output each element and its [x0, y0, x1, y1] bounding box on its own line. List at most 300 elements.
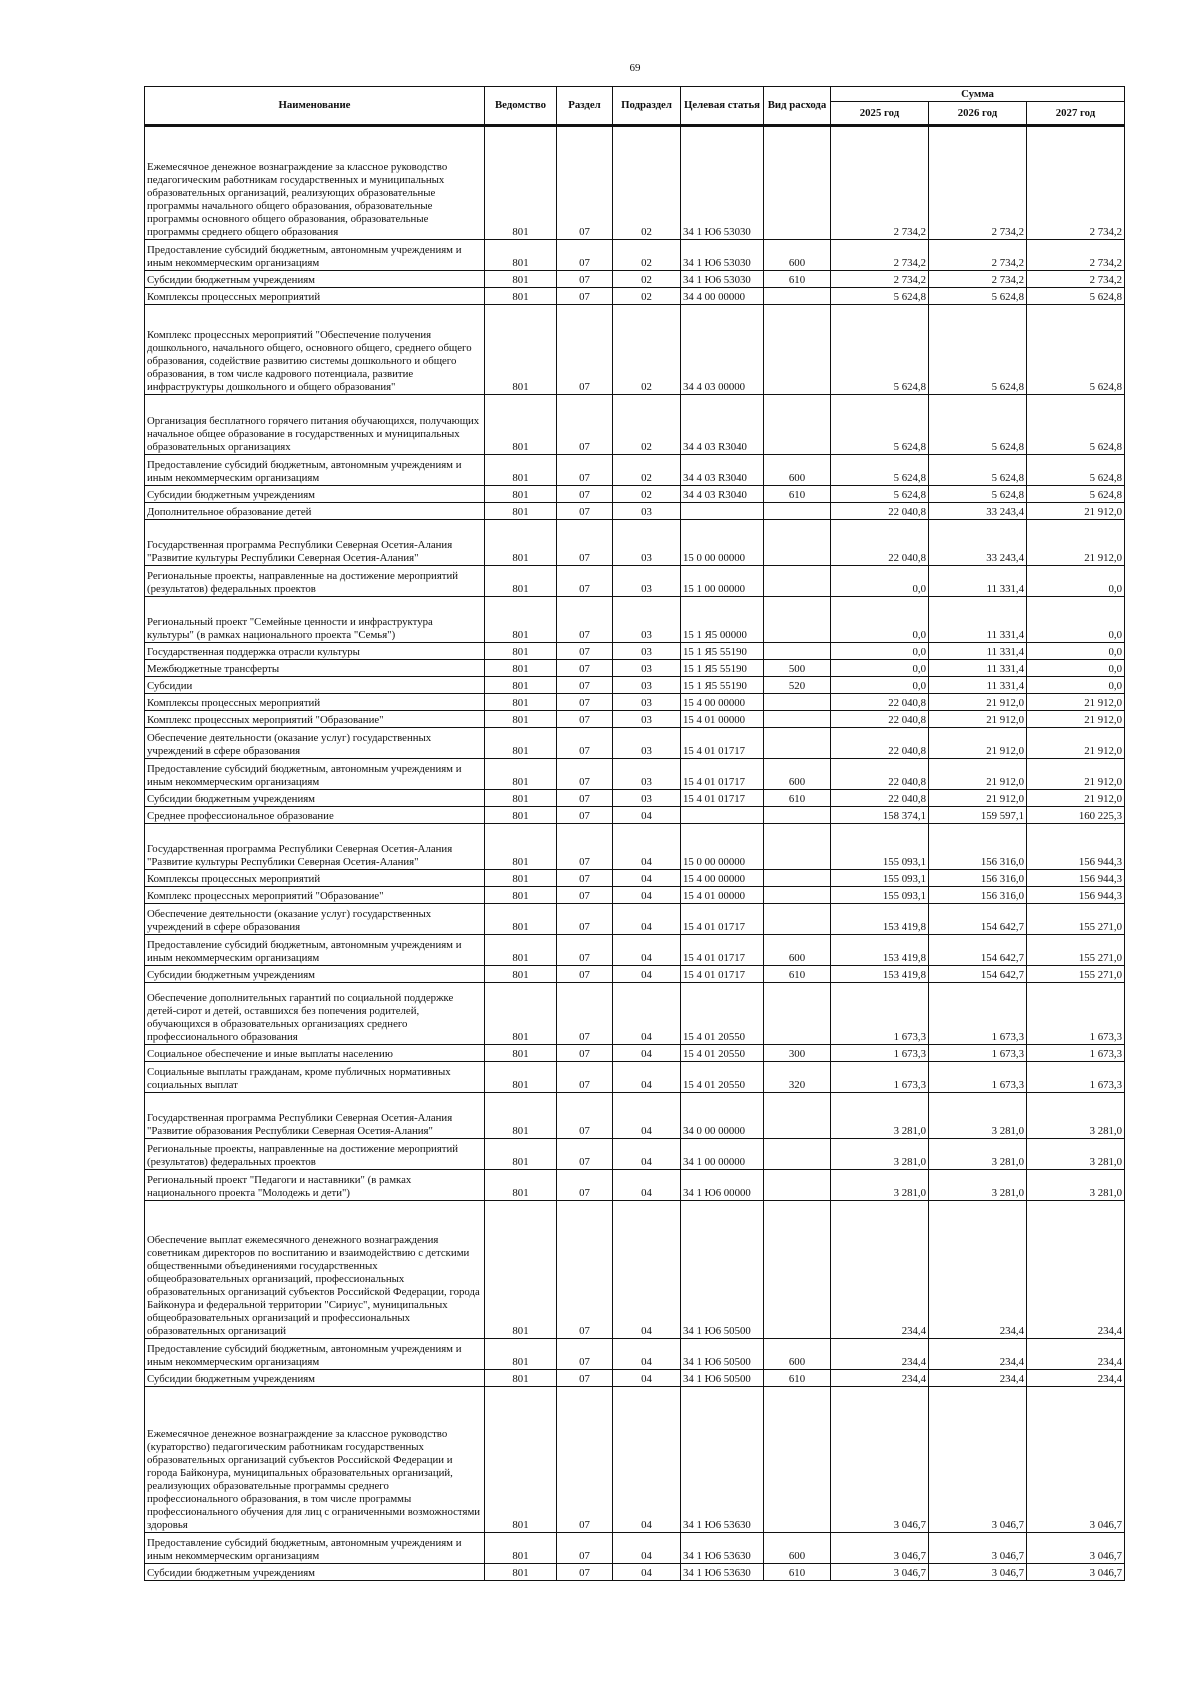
row-expense-type	[764, 597, 831, 643]
row-target-article	[681, 807, 764, 824]
row-sum-2025: 3 046,7	[831, 1564, 929, 1581]
row-podrazdel: 03	[613, 790, 681, 807]
row-podrazdel: 04	[613, 870, 681, 887]
row-expense-type	[764, 1093, 831, 1139]
row-sum-2027: 2 734,2	[1027, 240, 1125, 271]
header-vedomstvo: Ведомство	[485, 87, 557, 126]
table-row	[145, 694, 1125, 711]
row-sum-2027: 3 046,7	[1027, 1564, 1125, 1581]
row-target-article: 15 4 01 01717	[681, 966, 764, 983]
table-row	[145, 711, 1125, 728]
row-podrazdel: 04	[613, 1387, 681, 1533]
row-target-article: 15 0 00 00000	[681, 520, 764, 566]
row-podrazdel: 04	[613, 824, 681, 870]
row-podrazdel: 04	[613, 1045, 681, 1062]
row-razdel: 07	[557, 1062, 613, 1093]
table-row	[145, 455, 1125, 486]
row-name: Субсидии	[145, 677, 485, 694]
row-sum-2025: 234,4	[831, 1201, 929, 1339]
table-row	[145, 1201, 1125, 1339]
header-sum: Сумма	[831, 87, 1125, 102]
row-sum-2026: 11 331,4	[929, 597, 1027, 643]
row-name: Комплекс процессных мероприятий "Образование"	[145, 711, 485, 728]
row-sum-2025: 22 040,8	[831, 711, 929, 728]
row-sum-2025: 5 624,8	[831, 288, 929, 305]
row-expense-type	[764, 566, 831, 597]
page-number: 69	[629, 62, 641, 74]
row-podrazdel: 03	[613, 660, 681, 677]
row-sum-2025: 155 093,1	[831, 887, 929, 904]
row-podrazdel: 03	[613, 677, 681, 694]
row-sum-2025: 3 046,7	[831, 1387, 929, 1533]
row-podrazdel: 04	[613, 1339, 681, 1370]
row-razdel: 07	[557, 395, 613, 455]
row-target-article: 34 4 03 R3040	[681, 395, 764, 455]
row-sum-2026: 5 624,8	[929, 288, 1027, 305]
table-row	[145, 1062, 1125, 1093]
row-sum-2027: 0,0	[1027, 597, 1125, 643]
row-target-article: 34 4 00 00000	[681, 288, 764, 305]
row-name: Среднее профессиональное образование	[145, 807, 485, 824]
table-header	[145, 87, 1125, 126]
row-vedomstvo: 801	[485, 305, 557, 395]
row-sum-2025: 0,0	[831, 660, 929, 677]
row-sum-2027: 5 624,8	[1027, 395, 1125, 455]
row-sum-2026: 159 597,1	[929, 807, 1027, 824]
row-podrazdel: 04	[613, 1370, 681, 1387]
row-sum-2027: 5 624,8	[1027, 305, 1125, 395]
row-vedomstvo: 801	[485, 597, 557, 643]
row-name: Государственная программа Республики Северная Осетия-Алания "Развитие культуры Республики Северная Осетия-Алания"	[145, 824, 485, 870]
row-name: Комплекс процессных мероприятий "Обеспечение получения дошкольного, начального общего, основного общего, среднего общего образования, содействие развитию системы дошкольного и общего образования, в том числе кадрового потенциала, развитие инфраструктуры дошкольного и общего образования"	[145, 305, 485, 395]
row-name: Социальные выплаты гражданам, кроме публичных нормативных социальных выплат	[145, 1062, 485, 1093]
row-sum-2027: 5 624,8	[1027, 288, 1125, 305]
table-row	[145, 503, 1125, 520]
row-sum-2027: 1 673,3	[1027, 1062, 1125, 1093]
row-vedomstvo: 801	[485, 966, 557, 983]
row-expense-type	[764, 1170, 831, 1201]
row-razdel: 07	[557, 1139, 613, 1170]
row-sum-2026: 5 624,8	[929, 395, 1027, 455]
row-vedomstvo: 801	[485, 1045, 557, 1062]
table-row	[145, 1170, 1125, 1201]
row-podrazdel: 04	[613, 1062, 681, 1093]
row-expense-type: 600	[764, 1533, 831, 1564]
table-row	[145, 935, 1125, 966]
table-row	[145, 1045, 1125, 1062]
row-sum-2027: 1 673,3	[1027, 1045, 1125, 1062]
row-podrazdel: 03	[613, 759, 681, 790]
header-year-2027: 2027 год	[1027, 102, 1125, 126]
row-razdel: 07	[557, 1093, 613, 1139]
row-sum-2026: 3 046,7	[929, 1387, 1027, 1533]
row-sum-2027: 21 912,0	[1027, 728, 1125, 759]
table-row	[145, 1533, 1125, 1564]
table-row	[145, 1370, 1125, 1387]
row-expense-type	[764, 643, 831, 660]
row-razdel: 07	[557, 983, 613, 1045]
row-sum-2025: 5 624,8	[831, 305, 929, 395]
row-podrazdel: 03	[613, 520, 681, 566]
row-podrazdel: 03	[613, 566, 681, 597]
row-name: Региональный проект "Семейные ценности и инфраструктура культуры" (в рамках национального проекта "Семья")	[145, 597, 485, 643]
row-expense-type	[764, 711, 831, 728]
row-expense-type	[764, 305, 831, 395]
table-row	[145, 1093, 1125, 1139]
row-razdel: 07	[557, 694, 613, 711]
row-razdel: 07	[557, 677, 613, 694]
row-vedomstvo: 801	[485, 1201, 557, 1339]
row-podrazdel: 04	[613, 1093, 681, 1139]
row-sum-2026: 156 316,0	[929, 887, 1027, 904]
row-sum-2026: 2 734,2	[929, 240, 1027, 271]
row-expense-type: 610	[764, 486, 831, 503]
row-name: Дополнительное образование детей	[145, 503, 485, 520]
row-expense-type	[764, 728, 831, 759]
row-sum-2027: 0,0	[1027, 660, 1125, 677]
row-expense-type: 600	[764, 455, 831, 486]
row-vedomstvo: 801	[485, 1170, 557, 1201]
row-vedomstvo: 801	[485, 503, 557, 520]
row-name: Региональные проекты, направленные на достижение мероприятий (результатов) федеральных проектов	[145, 566, 485, 597]
row-expense-type	[764, 1139, 831, 1170]
row-sum-2026: 21 912,0	[929, 728, 1027, 759]
table-row	[145, 1564, 1125, 1581]
row-razdel: 07	[557, 966, 613, 983]
row-target-article: 34 1 Ю6 53630	[681, 1564, 764, 1581]
row-target-article: 15 1 Я5 55190	[681, 643, 764, 660]
table-row	[145, 870, 1125, 887]
row-sum-2026: 3 046,7	[929, 1564, 1027, 1581]
row-sum-2025: 0,0	[831, 566, 929, 597]
row-sum-2026: 156 316,0	[929, 870, 1027, 887]
row-sum-2026: 154 642,7	[929, 935, 1027, 966]
row-sum-2027: 234,4	[1027, 1201, 1125, 1339]
row-vedomstvo: 801	[485, 1062, 557, 1093]
row-expense-type: 610	[764, 966, 831, 983]
row-sum-2025: 5 624,8	[831, 486, 929, 503]
row-name: Обеспечение деятельности (оказание услуг) государственных учреждений в сфере образования	[145, 904, 485, 935]
row-name: Комплекс процессных мероприятий "Образование"	[145, 887, 485, 904]
row-target-article: 15 4 01 01717	[681, 759, 764, 790]
row-target-article: 15 4 01 01717	[681, 904, 764, 935]
row-vedomstvo: 801	[485, 759, 557, 790]
row-vedomstvo: 801	[485, 395, 557, 455]
row-sum-2026: 2 734,2	[929, 126, 1027, 240]
row-target-article: 15 1 Я5 55190	[681, 677, 764, 694]
header-podrazdel: Подраздел	[613, 87, 681, 126]
row-vedomstvo: 801	[485, 887, 557, 904]
row-name: Субсидии бюджетным учреждениям	[145, 271, 485, 288]
row-sum-2027: 21 912,0	[1027, 759, 1125, 790]
row-podrazdel: 04	[613, 966, 681, 983]
row-target-article: 34 4 03 00000	[681, 305, 764, 395]
row-sum-2025: 234,4	[831, 1339, 929, 1370]
row-sum-2027: 156 944,3	[1027, 887, 1125, 904]
row-razdel: 07	[557, 486, 613, 503]
row-sum-2026: 11 331,4	[929, 643, 1027, 660]
row-sum-2025: 5 624,8	[831, 455, 929, 486]
row-name: Субсидии бюджетным учреждениям	[145, 486, 485, 503]
row-sum-2027: 21 912,0	[1027, 520, 1125, 566]
table-row	[145, 305, 1125, 395]
row-name: Социальное обеспечение и иные выплаты населению	[145, 1045, 485, 1062]
row-sum-2027: 3 281,0	[1027, 1139, 1125, 1170]
row-sum-2027: 0,0	[1027, 566, 1125, 597]
row-sum-2027: 234,4	[1027, 1339, 1125, 1370]
row-sum-2025: 5 624,8	[831, 395, 929, 455]
row-razdel: 07	[557, 759, 613, 790]
table-row	[145, 1139, 1125, 1170]
row-sum-2025: 22 040,8	[831, 728, 929, 759]
row-name: Государственная поддержка отрасли культуры	[145, 643, 485, 660]
row-sum-2027: 1 673,3	[1027, 983, 1125, 1045]
row-podrazdel: 03	[613, 643, 681, 660]
row-name: Субсидии бюджетным учреждениям	[145, 1370, 485, 1387]
row-expense-type	[764, 983, 831, 1045]
row-sum-2025: 158 374,1	[831, 807, 929, 824]
row-target-article: 34 1 Ю6 50500	[681, 1370, 764, 1387]
row-podrazdel: 04	[613, 807, 681, 824]
table-row	[145, 807, 1125, 824]
row-name: Комплексы процессных мероприятий	[145, 694, 485, 711]
row-sum-2027: 156 944,3	[1027, 870, 1125, 887]
row-sum-2025: 153 419,8	[831, 966, 929, 983]
row-razdel: 07	[557, 597, 613, 643]
row-name: Государственная программа Республики Северная Осетия-Алания "Развитие культуры Республики Северная Осетия-Алания"	[145, 520, 485, 566]
row-sum-2026: 33 243,4	[929, 520, 1027, 566]
row-name: Комплексы процессных мероприятий	[145, 288, 485, 305]
row-sum-2026: 3 281,0	[929, 1170, 1027, 1201]
row-sum-2026: 21 912,0	[929, 759, 1027, 790]
row-razdel: 07	[557, 240, 613, 271]
row-razdel: 07	[557, 1533, 613, 1564]
row-vedomstvo: 801	[485, 728, 557, 759]
row-sum-2025: 22 040,8	[831, 790, 929, 807]
row-podrazdel: 04	[613, 887, 681, 904]
row-target-article: 34 1 Ю6 53030	[681, 126, 764, 240]
row-target-article: 34 1 Ю6 53630	[681, 1387, 764, 1533]
row-razdel: 07	[557, 728, 613, 759]
row-razdel: 07	[557, 1387, 613, 1533]
row-razdel: 07	[557, 887, 613, 904]
row-name: Субсидии бюджетным учреждениям	[145, 1564, 485, 1581]
row-sum-2027: 2 734,2	[1027, 126, 1125, 240]
row-target-article: 15 4 01 20550	[681, 1062, 764, 1093]
row-name: Обеспечение дополнительных гарантий по социальной поддержке детей-сирот и детей, оставшихся без попечения родителей, обучающихся в образовательных организациях среднего профессионального образования	[145, 983, 485, 1045]
row-razdel: 07	[557, 271, 613, 288]
row-sum-2026: 2 734,2	[929, 271, 1027, 288]
table-row	[145, 660, 1125, 677]
row-expense-type: 600	[764, 935, 831, 966]
table-row	[145, 126, 1125, 240]
row-podrazdel: 02	[613, 271, 681, 288]
row-sum-2027: 156 944,3	[1027, 824, 1125, 870]
row-razdel: 07	[557, 305, 613, 395]
row-sum-2027: 3 046,7	[1027, 1387, 1125, 1533]
row-vedomstvo: 801	[485, 1093, 557, 1139]
row-expense-type	[764, 520, 831, 566]
row-razdel: 07	[557, 643, 613, 660]
row-sum-2026: 234,4	[929, 1201, 1027, 1339]
table-row	[145, 1339, 1125, 1370]
row-vedomstvo: 801	[485, 824, 557, 870]
row-vedomstvo: 801	[485, 288, 557, 305]
table-row	[145, 728, 1125, 759]
row-name: Региональный проект "Педагоги и наставники" (в рамках национального проекта "Молодежь и дети")	[145, 1170, 485, 1201]
row-podrazdel: 02	[613, 126, 681, 240]
row-expense-type: 600	[764, 759, 831, 790]
row-sum-2025: 1 673,3	[831, 1062, 929, 1093]
row-vedomstvo: 801	[485, 983, 557, 1045]
table-row	[145, 983, 1125, 1045]
row-name: Субсидии бюджетным учреждениям	[145, 966, 485, 983]
table-body	[145, 126, 1125, 1581]
row-sum-2025: 0,0	[831, 643, 929, 660]
row-razdel: 07	[557, 1170, 613, 1201]
table-row	[145, 271, 1125, 288]
row-expense-type	[764, 824, 831, 870]
row-sum-2026: 1 673,3	[929, 983, 1027, 1045]
row-razdel: 07	[557, 807, 613, 824]
row-sum-2027: 160 225,3	[1027, 807, 1125, 824]
row-expense-type: 610	[764, 271, 831, 288]
row-razdel: 07	[557, 870, 613, 887]
row-podrazdel: 04	[613, 904, 681, 935]
row-sum-2026: 1 673,3	[929, 1045, 1027, 1062]
row-vedomstvo: 801	[485, 271, 557, 288]
row-sum-2026: 5 624,8	[929, 455, 1027, 486]
row-vedomstvo: 801	[485, 486, 557, 503]
header-target-article: Целевая статья	[681, 87, 764, 126]
table-row	[145, 887, 1125, 904]
row-target-article: 34 0 00 00000	[681, 1093, 764, 1139]
table-row	[145, 966, 1125, 983]
row-sum-2025: 22 040,8	[831, 694, 929, 711]
row-sum-2025: 153 419,8	[831, 904, 929, 935]
row-name: Организация бесплатного горячего питания обучающихся, получающих начальное общее образование в государственных и муниципальных образовательных организациях	[145, 395, 485, 455]
row-sum-2025: 155 093,1	[831, 870, 929, 887]
row-podrazdel: 04	[613, 1139, 681, 1170]
row-razdel: 07	[557, 1564, 613, 1581]
row-target-article: 15 1 Я5 00000	[681, 597, 764, 643]
row-sum-2026: 21 912,0	[929, 694, 1027, 711]
row-sum-2025: 22 040,8	[831, 759, 929, 790]
row-name: Предоставление субсидий бюджетным, автономным учреждениям и иным некоммерческим организациям	[145, 1533, 485, 1564]
row-target-article: 15 4 01 01717	[681, 935, 764, 966]
row-expense-type: 600	[764, 1339, 831, 1370]
row-vedomstvo: 801	[485, 1387, 557, 1533]
row-sum-2027: 0,0	[1027, 643, 1125, 660]
row-sum-2026: 3 046,7	[929, 1533, 1027, 1564]
row-vedomstvo: 801	[485, 935, 557, 966]
row-target-article: 34 1 Ю6 53630	[681, 1533, 764, 1564]
row-sum-2026: 11 331,4	[929, 677, 1027, 694]
row-vedomstvo: 801	[485, 904, 557, 935]
row-sum-2025: 0,0	[831, 677, 929, 694]
row-sum-2027: 5 624,8	[1027, 455, 1125, 486]
row-name: Предоставление субсидий бюджетным, автономным учреждениям и иным некоммерческим организациям	[145, 759, 485, 790]
table-row	[145, 240, 1125, 271]
row-podrazdel: 03	[613, 711, 681, 728]
row-razdel: 07	[557, 520, 613, 566]
row-name: Предоставление субсидий бюджетным, автономным учреждениям и иным некоммерческим организациям	[145, 455, 485, 486]
row-expense-type: 320	[764, 1062, 831, 1093]
row-sum-2025: 3 281,0	[831, 1139, 929, 1170]
row-vedomstvo: 801	[485, 1370, 557, 1387]
row-target-article: 15 4 01 00000	[681, 887, 764, 904]
row-sum-2027: 2 734,2	[1027, 271, 1125, 288]
row-sum-2026: 154 642,7	[929, 904, 1027, 935]
row-razdel: 07	[557, 790, 613, 807]
row-razdel: 07	[557, 126, 613, 240]
row-sum-2026: 156 316,0	[929, 824, 1027, 870]
row-name: Региональные проекты, направленные на достижение мероприятий (результатов) федеральных проектов	[145, 1139, 485, 1170]
header-expense-type: Вид расхода	[764, 87, 831, 126]
row-vedomstvo: 801	[485, 870, 557, 887]
row-sum-2025: 3 281,0	[831, 1093, 929, 1139]
table-row	[145, 520, 1125, 566]
row-sum-2027: 3 281,0	[1027, 1093, 1125, 1139]
row-sum-2026: 11 331,4	[929, 660, 1027, 677]
row-vedomstvo: 801	[485, 1139, 557, 1170]
row-expense-type: 600	[764, 240, 831, 271]
row-sum-2027: 0,0	[1027, 677, 1125, 694]
row-expense-type: 300	[764, 1045, 831, 1062]
row-name: Государственная программа Республики Северная Осетия-Алания "Развитие образования Республики Северная Осетия-Алания"	[145, 1093, 485, 1139]
row-sum-2027: 155 271,0	[1027, 904, 1125, 935]
row-podrazdel: 02	[613, 305, 681, 395]
row-target-article: 15 4 01 01717	[681, 728, 764, 759]
row-sum-2025: 153 419,8	[831, 935, 929, 966]
row-podrazdel: 03	[613, 694, 681, 711]
row-sum-2027: 5 624,8	[1027, 486, 1125, 503]
row-sum-2026: 3 281,0	[929, 1139, 1027, 1170]
row-sum-2026: 3 281,0	[929, 1093, 1027, 1139]
row-razdel: 07	[557, 1370, 613, 1387]
row-expense-type	[764, 887, 831, 904]
row-sum-2026: 154 642,7	[929, 966, 1027, 983]
row-vedomstvo: 801	[485, 677, 557, 694]
row-podrazdel: 04	[613, 1201, 681, 1339]
row-target-article: 15 4 01 20550	[681, 983, 764, 1045]
row-sum-2026: 234,4	[929, 1370, 1027, 1387]
row-podrazdel: 04	[613, 1170, 681, 1201]
row-target-article	[681, 503, 764, 520]
row-razdel: 07	[557, 503, 613, 520]
row-expense-type: 520	[764, 677, 831, 694]
row-target-article: 34 4 03 R3040	[681, 455, 764, 486]
row-expense-type	[764, 870, 831, 887]
row-podrazdel: 03	[613, 503, 681, 520]
row-sum-2025: 2 734,2	[831, 240, 929, 271]
row-razdel: 07	[557, 935, 613, 966]
row-sum-2025: 2 734,2	[831, 126, 929, 240]
row-sum-2027: 234,4	[1027, 1370, 1125, 1387]
row-sum-2027: 155 271,0	[1027, 966, 1125, 983]
row-razdel: 07	[557, 904, 613, 935]
row-sum-2026: 11 331,4	[929, 566, 1027, 597]
row-name: Предоставление субсидий бюджетным, автономным учреждениям и иным некоммерческим организациям	[145, 240, 485, 271]
row-sum-2027: 21 912,0	[1027, 503, 1125, 520]
row-sum-2025: 3 046,7	[831, 1533, 929, 1564]
row-vedomstvo: 801	[485, 807, 557, 824]
row-vedomstvo: 801	[485, 694, 557, 711]
row-target-article: 34 1 Ю6 53030	[681, 240, 764, 271]
row-sum-2026: 234,4	[929, 1339, 1027, 1370]
row-expense-type	[764, 126, 831, 240]
row-vedomstvo: 801	[485, 790, 557, 807]
